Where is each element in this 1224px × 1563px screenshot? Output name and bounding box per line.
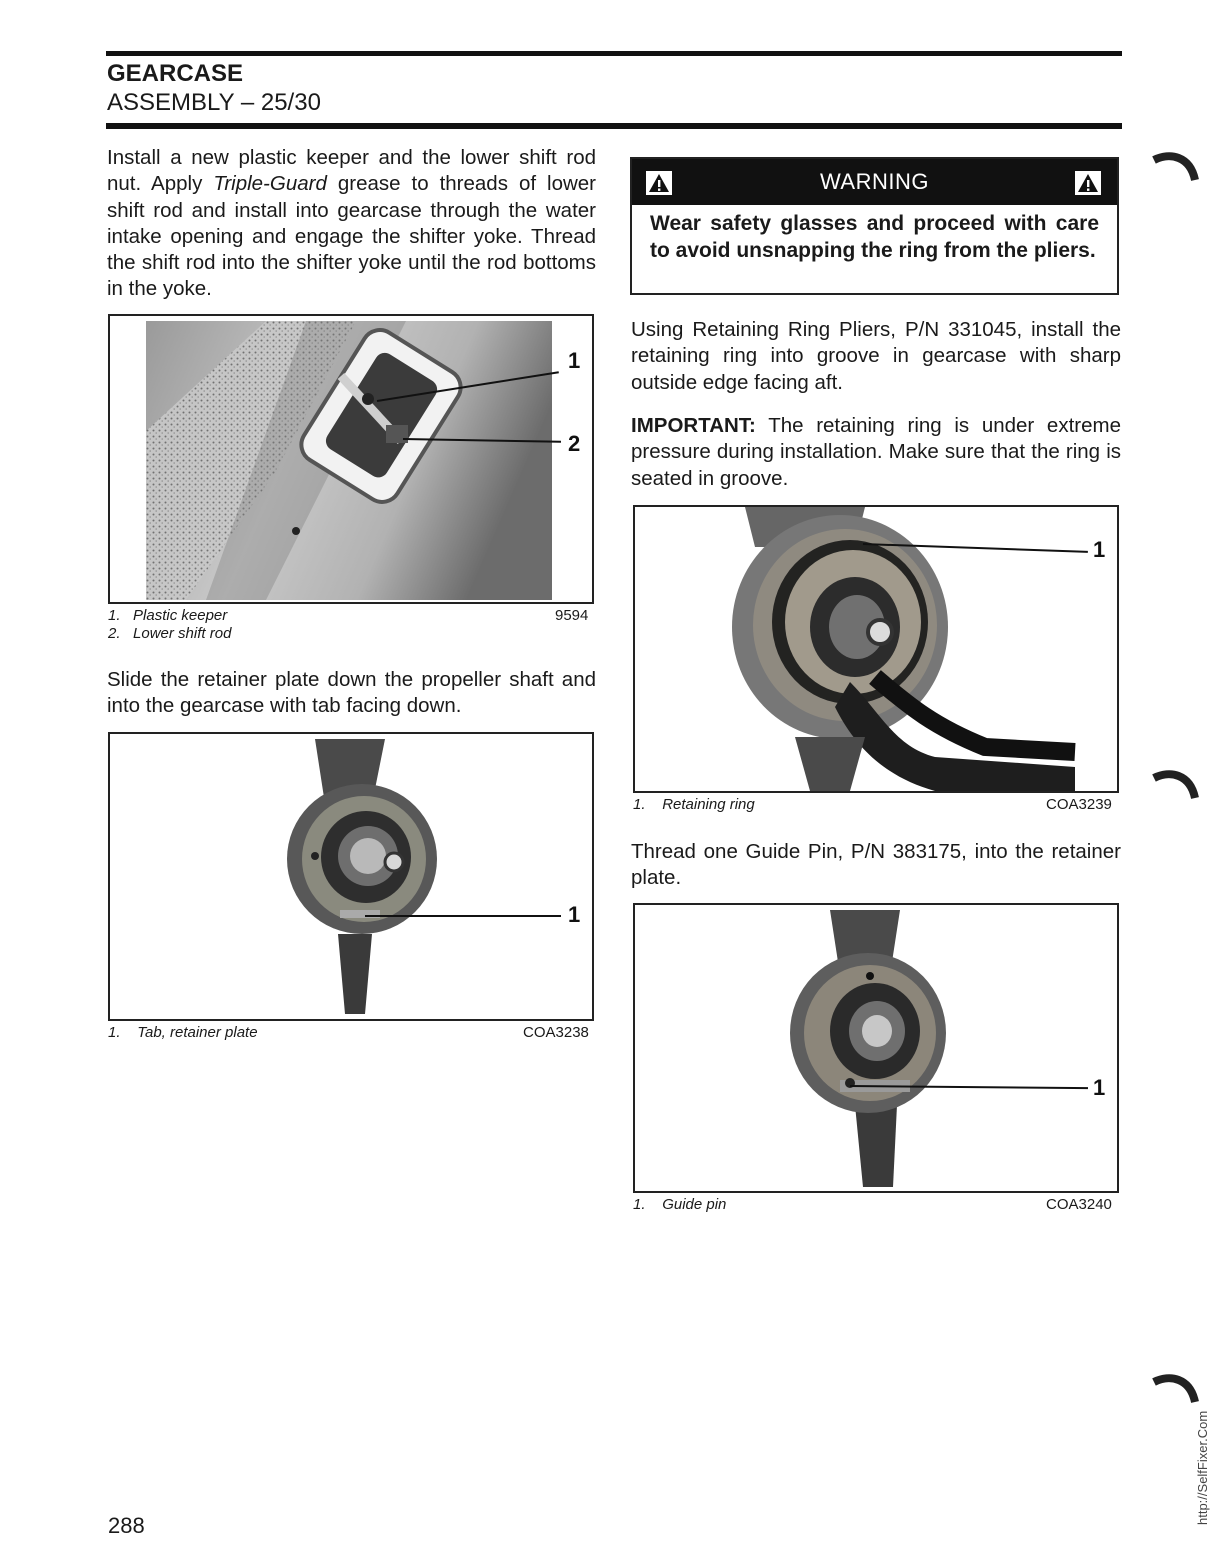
caption-1: 1. Plastic keeper xyxy=(108,607,228,624)
warning-title: WARNING xyxy=(819,169,929,194)
figure-id-9594: 9594 xyxy=(555,607,589,624)
warning-icon xyxy=(1075,171,1101,195)
header-top-rule xyxy=(106,51,1122,56)
callout-line-1 xyxy=(365,915,561,917)
side-watermark-url[interactable]: http://SelfFixer.Com xyxy=(1195,1410,1210,1525)
important-text: The retaining ring is under extreme pressure during installation. Make sure that the ring is seated in groove. xyxy=(631,414,1121,490)
step-retaining-ring: Using Retaining Ring Pliers, P/N 331045, install the retaining ring into groove in gearcase with sharp outside edge facing aft. xyxy=(631,318,1121,394)
photo-shift-rod xyxy=(146,321,552,600)
intro-text-2: grease to threads of lower shift rod and install into gearcase through the water intake opening and engage the shifter yoke. Thread the shift rod into the shifter yoke until the rod bottoms in the yoke. xyxy=(107,172,597,301)
caption-1: 1. Retaining ring xyxy=(633,796,755,813)
section-subtitle: ASSEMBLY – 25/30 xyxy=(107,89,321,116)
callout-1: 1 xyxy=(1093,537,1106,562)
binder-hole-mark xyxy=(1150,768,1200,818)
caption-1: 1. Tab, retainer plate xyxy=(108,1024,258,1041)
intro-paragraph xyxy=(107,145,596,303)
figure-retaining-ring xyxy=(633,505,1119,793)
photo-guide-pin xyxy=(635,905,1117,1191)
callout-1: 1 xyxy=(1093,1075,1106,1100)
figure-plastic-keeper xyxy=(108,314,594,604)
section-title: GEARCASE xyxy=(107,60,244,87)
callout-2: 2 xyxy=(568,431,581,456)
figure-retainer-plate xyxy=(108,732,594,1021)
figure-id-coa3239: COA3239 xyxy=(1046,796,1112,813)
figure-id-coa3240: COA3240 xyxy=(1046,1196,1112,1213)
important-note xyxy=(631,413,1121,492)
warning-box xyxy=(630,157,1119,295)
warning-text: Wear safety glasses and proceed with care to avoid unsnapping the ring from the pliers. xyxy=(650,212,1099,262)
caption-2: 2. Lower shift rod xyxy=(108,625,232,642)
photo-retainer-plate xyxy=(110,734,592,1019)
warning-header xyxy=(632,159,1117,205)
important-label: IMPORTANT: xyxy=(631,414,756,437)
intro-text-1: Install a new plastic keeper and the lower shift rod nut. Apply xyxy=(107,146,596,196)
binder-hole-mark xyxy=(1150,150,1200,200)
step-guide-pin: Thread one Guide Pin, P/N 383175, into the retainer plate. xyxy=(631,840,1121,890)
header-bottom-rule xyxy=(106,123,1122,129)
caption-1: 1. Guide pin xyxy=(633,1196,727,1213)
callout-1: 1 xyxy=(568,348,581,373)
figure-id-coa3238: COA3238 xyxy=(523,1024,589,1041)
binder-hole-mark xyxy=(1150,1372,1200,1422)
step-retainer-plate: Slide the retainer plate down the propeller shaft and into the gearcase with tab facing down. xyxy=(107,668,596,718)
product-name: Triple-Guard xyxy=(213,172,327,196)
callout-1: 1 xyxy=(568,902,581,927)
page-number: 288 xyxy=(108,1513,145,1538)
figure-guide-pin xyxy=(633,903,1119,1193)
